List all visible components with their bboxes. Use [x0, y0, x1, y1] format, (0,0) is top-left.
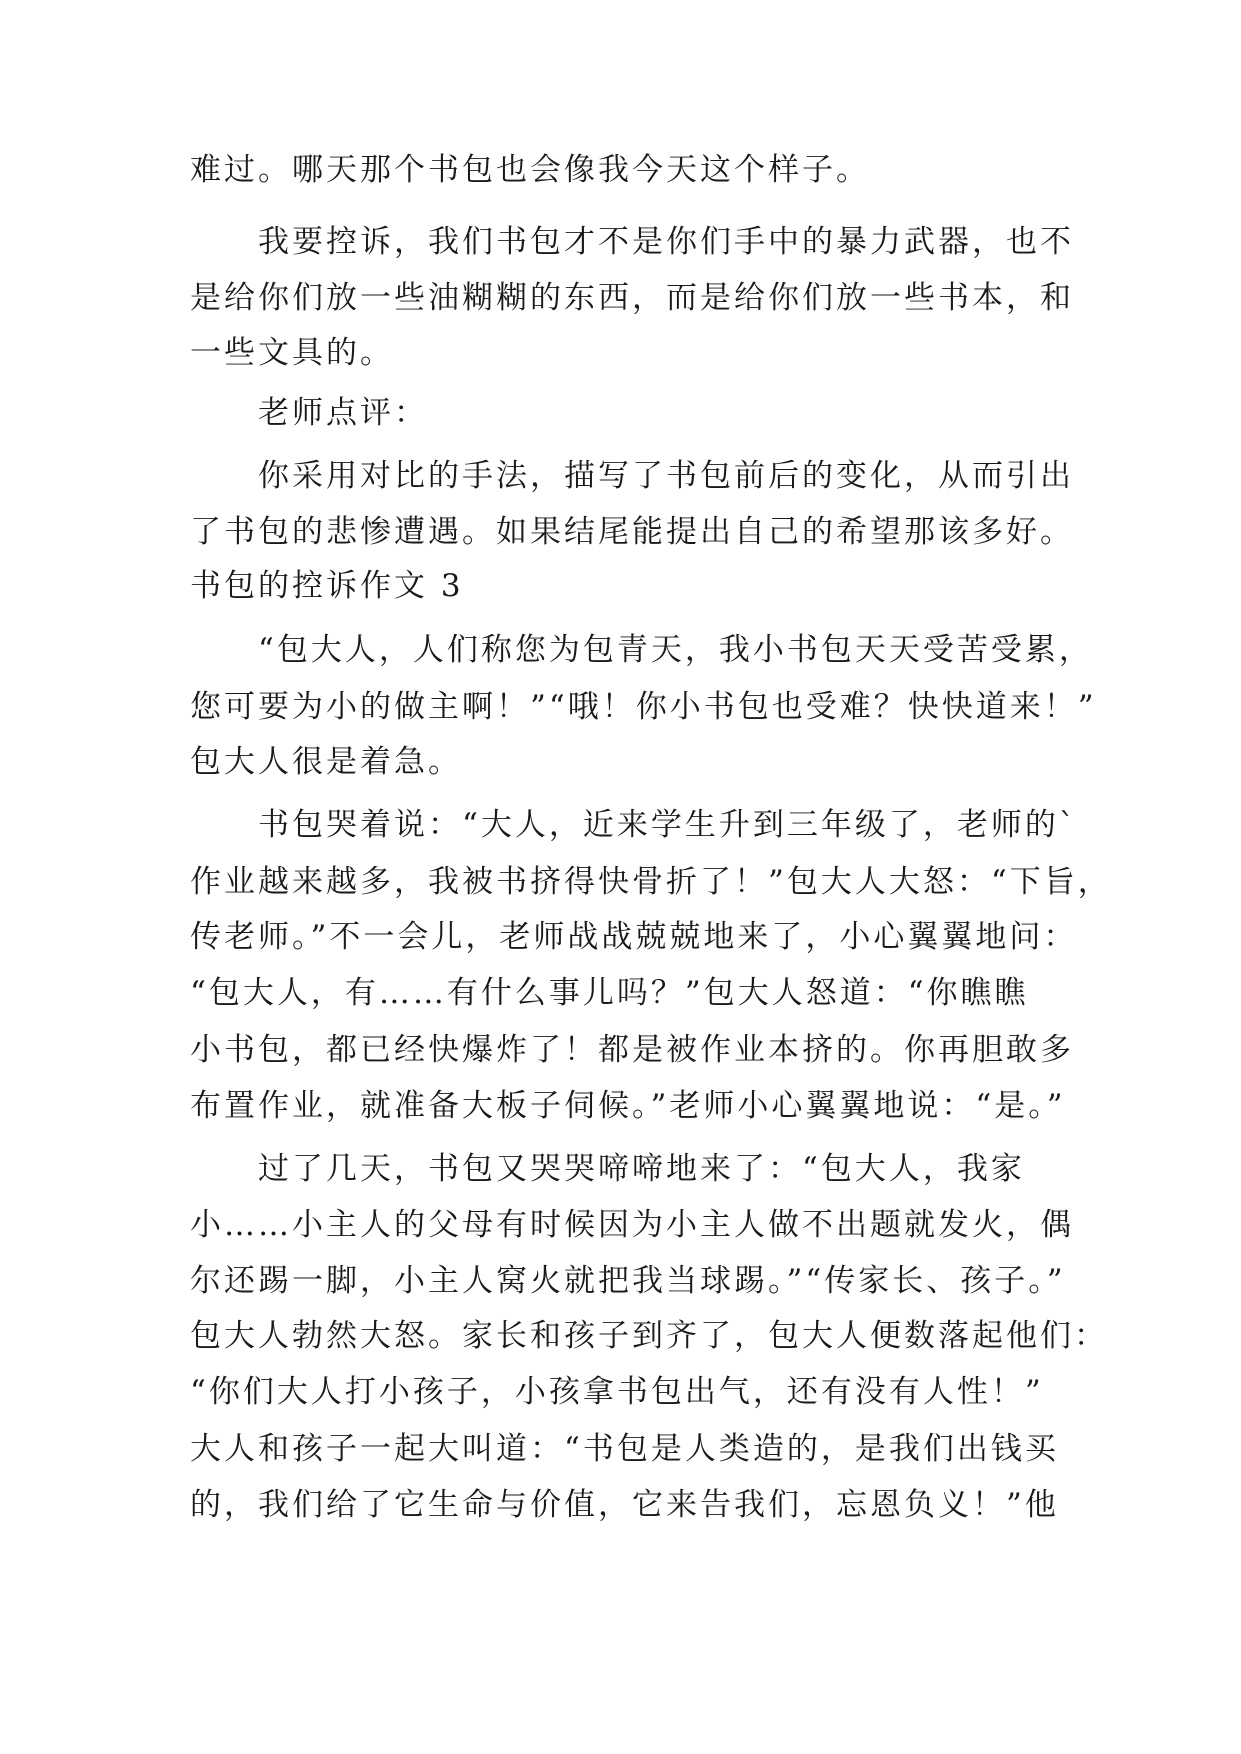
text-line: 我要控诉，我们书包才不是你们手中的暴力武器，也不: [190, 224, 1074, 260]
text-line: 过了几天，书包又哭哭啼啼地来了：“包大人，我家: [190, 1151, 1025, 1187]
text-line: 作业越来越多，我被书挤得快骨折了！”包大人大怒：“下旨，: [190, 864, 1112, 900]
text-line: 尔还踢一脚，小主人窝火就把我当球踢。”“传家长、孩子。”: [190, 1263, 1066, 1299]
text-line: “包大人，人们称您为包青天，我小书包天天受苦受累，: [190, 632, 1093, 668]
text-line: 大人和孩子一起大叫道：“书包是人类造的，是我们出钱买: [190, 1431, 1059, 1467]
text-line: 老师点评：: [190, 395, 428, 431]
text-line: 布置作业，就准备大板子伺候。”老师小心翼翼地说：“是。”: [190, 1088, 1066, 1124]
text-line: 您可要为小的做主啊！”“哦！你小书包也受难？快快道来！”: [190, 689, 1097, 725]
text-line: 一些文具的。: [190, 335, 394, 371]
text-line: “你们大人打小孩子，小孩拿书包出气，还有没有人性！”: [190, 1374, 1044, 1410]
text-line: 难过。哪天那个书包也会像我今天这个样子。: [190, 152, 870, 188]
text-line: 包大人很是着急。: [190, 744, 462, 780]
text-line: 的，我们给了它生命与价值，它来告我们，忘恩负义！”他: [190, 1487, 1059, 1523]
text-line: 是给你们放一些油糊糊的东西，而是给你们放一些书本，和: [190, 280, 1074, 316]
text-line: 书包哭着说：“大人，近来学生升到三年级了，老师的`: [190, 807, 1078, 843]
text-line: 小书包，都已经快爆炸了！都是被作业本挤的。你再胆敢多: [190, 1032, 1074, 1068]
text-line: 传老师。”不一会儿，老师战战兢兢地来了，小心翼翼地问：: [190, 919, 1078, 955]
text-line: 你采用对比的手法，描写了书包前后的变化，从而引出: [190, 458, 1074, 494]
text-line: 了书包的悲惨遭遇。如果结尾能提出自己的希望那该多好。: [190, 514, 1074, 550]
text-line: 包大人勃然大怒。家长和孩子到齐了，包大人便数落起他们：: [190, 1318, 1108, 1354]
text-line: 小……小主人的父母有时候因为小主人做不出题就发火，偶: [190, 1207, 1074, 1243]
text-line: “包大人，有……有什么事儿吗？”包大人怒道：“你瞧瞧: [190, 975, 1029, 1011]
section-heading: 书包的控诉作文 3: [190, 568, 464, 604]
